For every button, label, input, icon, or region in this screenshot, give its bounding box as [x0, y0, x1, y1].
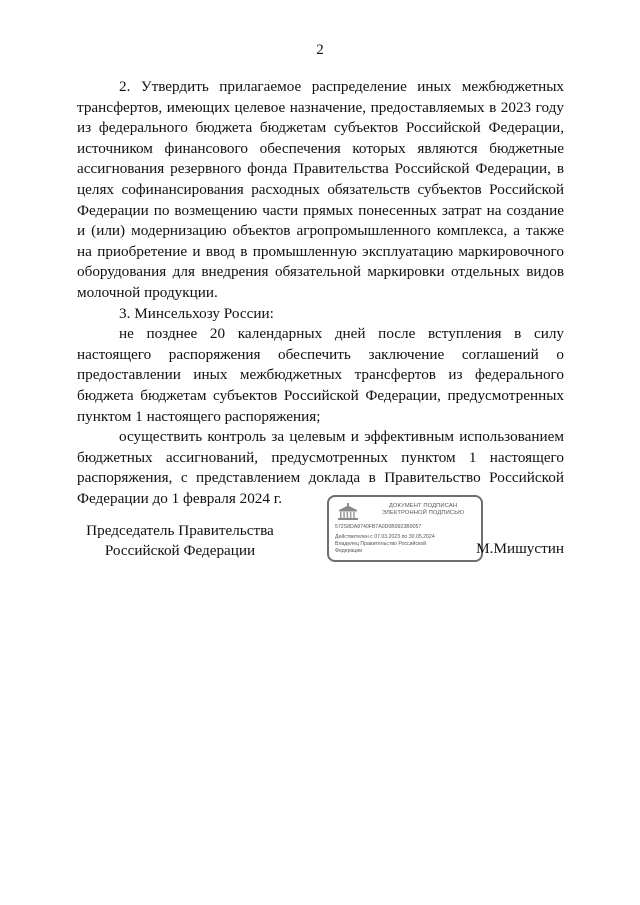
document-body — [77, 77, 564, 509]
paragraph-subitem-agreements: не позднее 20 календарных дней после вступления в силу настоящего распоряжения обеспечить заключение соглашений о предоставлении иных межбюджетных трансфертов из федерального бюджета бюджетам субъектов Российской Федерации, предусмотренных пунктом 1 настоящего распоряжения; — [77, 325, 564, 425]
paragraph-item-3-heading: 3. Минсельхозу России: — [119, 304, 274, 322]
stamp-validity: Действителен с 07.03.2023 по 30.05.2024 — [335, 534, 435, 540]
stamp-owner-line1: Владелец Правительство Российской — [335, 541, 427, 547]
stamp-title — [367, 503, 479, 517]
stamp-certificate: 572S8DA8740FB7A0D0B9923B9057 — [335, 524, 422, 530]
stamp-title-line2: ЭЛЕКТРОННОЙ ПОДПИСЬЮ — [381, 510, 465, 517]
paragraph-subitem-control: осуществить контроль за целевым и эффективным использованием бюджетных ассигнований, предусмотренных пунктом 1 настоящего распоряжения, с представлением доклада в Правительство Российской Федерации до 1 февраля 2024 г. — [77, 428, 564, 507]
signer-title — [80, 521, 280, 561]
page-number: 2 — [316, 42, 324, 58]
stamp-title-line1: ДОКУМЕНТ ПОДПИСАН — [388, 503, 458, 509]
stamp-owner-line2: Федерации — [335, 548, 363, 554]
signer-title-line1: Председатель Правительства — [86, 522, 274, 539]
electronic-signature-stamp — [327, 495, 483, 562]
signer-name: М.Мишустин — [476, 540, 564, 557]
signer-title-line2: Российской Федерации — [104, 542, 256, 559]
paragraph-item-2: 2. Утвердить прилагаемое распределение иных межбюджетных трансфертов, имеющих целевое назначение, предоставляемых в 2023 году из федерального бюджета бюджетам субъектов Российской Федерации, источником финансового обеспечения которых являются бюджетные ассигнования резервного фонда Правительства Российской Федерации, в целях софинансирования расходных обязательств субъектов Российской Федерации по возмещению части прямых понесенных затрат на создание и (или) модернизацию объектов агропромышленного комплекса, а также на приобретение и ввод в промышленную эксплуатацию маркировочного оборудования для внедрения обязательной маркировки отдельных видов молочной продукции. — [77, 78, 564, 301]
government-building-emblem-icon — [336, 503, 360, 521]
